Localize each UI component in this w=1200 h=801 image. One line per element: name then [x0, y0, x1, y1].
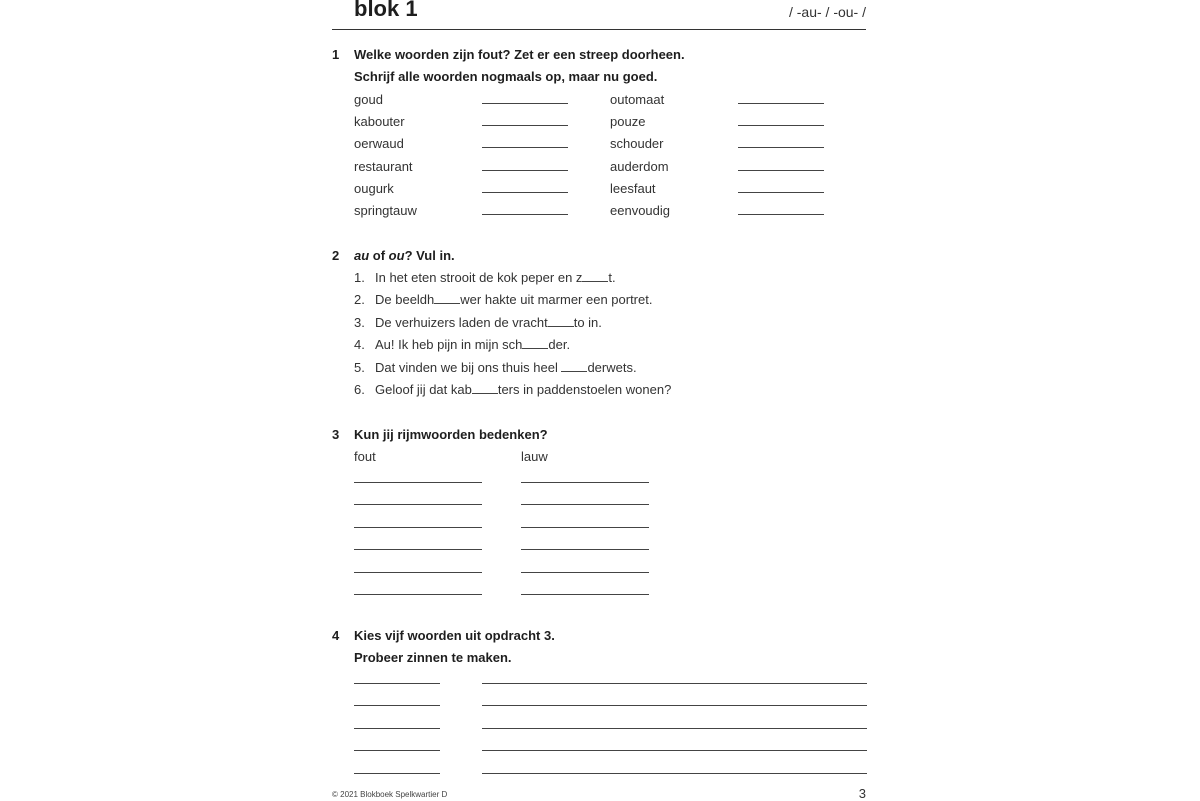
ex1-word: ougurk [354, 181, 394, 196]
ex1-word: eenvoudig [610, 203, 670, 218]
sentence-answer-line[interactable] [482, 773, 867, 774]
page-number: 3 [858, 786, 866, 801]
ex2-sentence-end: derwets. [587, 360, 637, 375]
ex2-sentence-start: Geloof jij dat kab [375, 382, 472, 397]
ex2-sentence-end: t. [608, 270, 616, 285]
exercise-4-number: 4 [332, 628, 340, 643]
page-subtitle: / -au- / -ou- / [788, 4, 866, 20]
ex2-sentence [354, 360, 637, 375]
ex1-answer-line[interactable] [738, 103, 824, 104]
ex1-answer-line[interactable] [738, 214, 824, 215]
exercise-1-instruction-2: Schrijf alle woorden nogmaals op, maar nu goed. [354, 69, 658, 84]
fill-in-blank[interactable] [548, 315, 574, 327]
word-answer-line[interactable] [354, 773, 440, 774]
ex2-sentence-number: 4. [354, 337, 365, 352]
ex2-sentence-start: In het eten strooit de kok peper en z [375, 270, 583, 285]
ex1-answer-line[interactable] [738, 125, 824, 126]
rhyme-answer-line[interactable] [354, 527, 482, 528]
page-title: blok 1 [354, 0, 418, 21]
ex2-sentence-number: 5. [354, 360, 365, 375]
ex2-sentence-number: 3. [354, 315, 365, 330]
exercise-4-instruction-1: Kies vijf woorden uit opdracht 3. [354, 628, 555, 643]
word-answer-line[interactable] [354, 705, 440, 706]
fill-in-blank[interactable] [561, 360, 587, 372]
fill-in-blank[interactable] [472, 382, 498, 394]
ex2-sentence-start: Dat vinden we bij ons thuis heel [375, 360, 562, 375]
ex1-word: kabouter [354, 114, 405, 129]
word-answer-line[interactable] [354, 750, 440, 751]
ex2-sentence-end: der. [548, 337, 571, 352]
sentence-answer-line[interactable] [482, 750, 867, 751]
ex1-word: goud [354, 92, 383, 107]
ex2-title-of: of [369, 248, 389, 263]
rhyme-word-1: fout [354, 449, 376, 464]
rhyme-answer-line[interactable] [521, 504, 649, 505]
ex2-sentence [354, 337, 570, 352]
ex1-answer-line[interactable] [482, 214, 568, 215]
ex1-word: schouder [610, 136, 664, 151]
rhyme-answer-line[interactable] [354, 549, 482, 550]
ex2-sentence-start: De beeldh [375, 292, 435, 307]
copyright-footer: © 2021 Blokboek Spelkwartier D [332, 790, 448, 799]
sentence-answer-line[interactable] [482, 683, 867, 684]
ex1-answer-line[interactable] [482, 147, 568, 148]
exercise-1-instruction-1: Welke woorden zijn fout? Zet er een streep doorheen. [354, 47, 685, 62]
word-answer-line[interactable] [354, 728, 440, 729]
ex1-word: auderdom [610, 159, 669, 174]
ex2-sentence [354, 315, 602, 330]
fill-in-blank[interactable] [522, 337, 548, 349]
rhyme-answer-line[interactable] [354, 504, 482, 505]
ex1-answer-line[interactable] [482, 125, 568, 126]
fill-in-blank[interactable] [582, 270, 608, 282]
ex2-sentence-number: 2. [354, 292, 365, 307]
word-answer-line[interactable] [354, 683, 440, 684]
exercise-3-number: 3 [332, 427, 340, 442]
exercise-2-instruction [354, 248, 455, 263]
ex1-answer-line[interactable] [482, 170, 568, 171]
rhyme-answer-line[interactable] [354, 594, 482, 595]
rhyme-answer-line[interactable] [521, 572, 649, 573]
ex1-answer-line[interactable] [738, 170, 824, 171]
sentence-answer-line[interactable] [482, 728, 867, 729]
rhyme-answer-line[interactable] [521, 594, 649, 595]
ex2-title-end: ? Vul in. [404, 248, 455, 263]
ex2-sentence-start: De verhuizers laden de vracht [375, 315, 548, 330]
rhyme-word-2: lauw [521, 449, 548, 464]
header-rule [332, 29, 866, 30]
ex2-sentence-start: Au! Ik heb pijn in mijn sch [375, 337, 523, 352]
ex2-sentence-end: to in. [573, 315, 602, 330]
ex1-word: pouze [610, 114, 646, 129]
fill-in-blank[interactable] [434, 292, 460, 304]
ex2-sentence-number: 1. [354, 270, 365, 285]
exercise-1-number: 1 [332, 47, 340, 62]
ex1-word: leesfaut [610, 181, 656, 196]
rhyme-answer-line[interactable] [354, 482, 482, 483]
ex1-answer-line[interactable] [738, 147, 824, 148]
ex2-sentence-end: ters in paddenstoelen wonen? [497, 382, 672, 397]
rhyme-answer-line[interactable] [521, 482, 649, 483]
sentence-answer-line[interactable] [482, 705, 867, 706]
rhyme-answer-line[interactable] [521, 527, 649, 528]
ex1-answer-line[interactable] [482, 192, 568, 193]
ex1-word: outomaat [610, 92, 665, 107]
ex1-word: restaurant [354, 159, 413, 174]
ex2-sentence [354, 292, 652, 307]
ex1-answer-line[interactable] [738, 192, 824, 193]
ex2-sentence-end: wer hakte uit marmer een portret. [460, 292, 653, 307]
ex2-title-au: au [354, 248, 370, 263]
ex1-answer-line[interactable] [482, 103, 568, 104]
rhyme-answer-line[interactable] [354, 572, 482, 573]
ex2-sentence [354, 270, 616, 285]
ex1-word: springtauw [354, 203, 417, 218]
ex2-title-ou: ou [388, 248, 405, 263]
ex2-sentence [354, 382, 671, 397]
exercise-4-instruction-2: Probeer zinnen te maken. [354, 650, 512, 665]
ex1-word: oerwaud [354, 136, 404, 151]
ex2-sentence-number: 6. [354, 382, 365, 397]
rhyme-answer-line[interactable] [521, 549, 649, 550]
exercise-2-number: 2 [332, 248, 340, 263]
exercise-3-instruction: Kun jij rijmwoorden bedenken? [354, 427, 548, 442]
